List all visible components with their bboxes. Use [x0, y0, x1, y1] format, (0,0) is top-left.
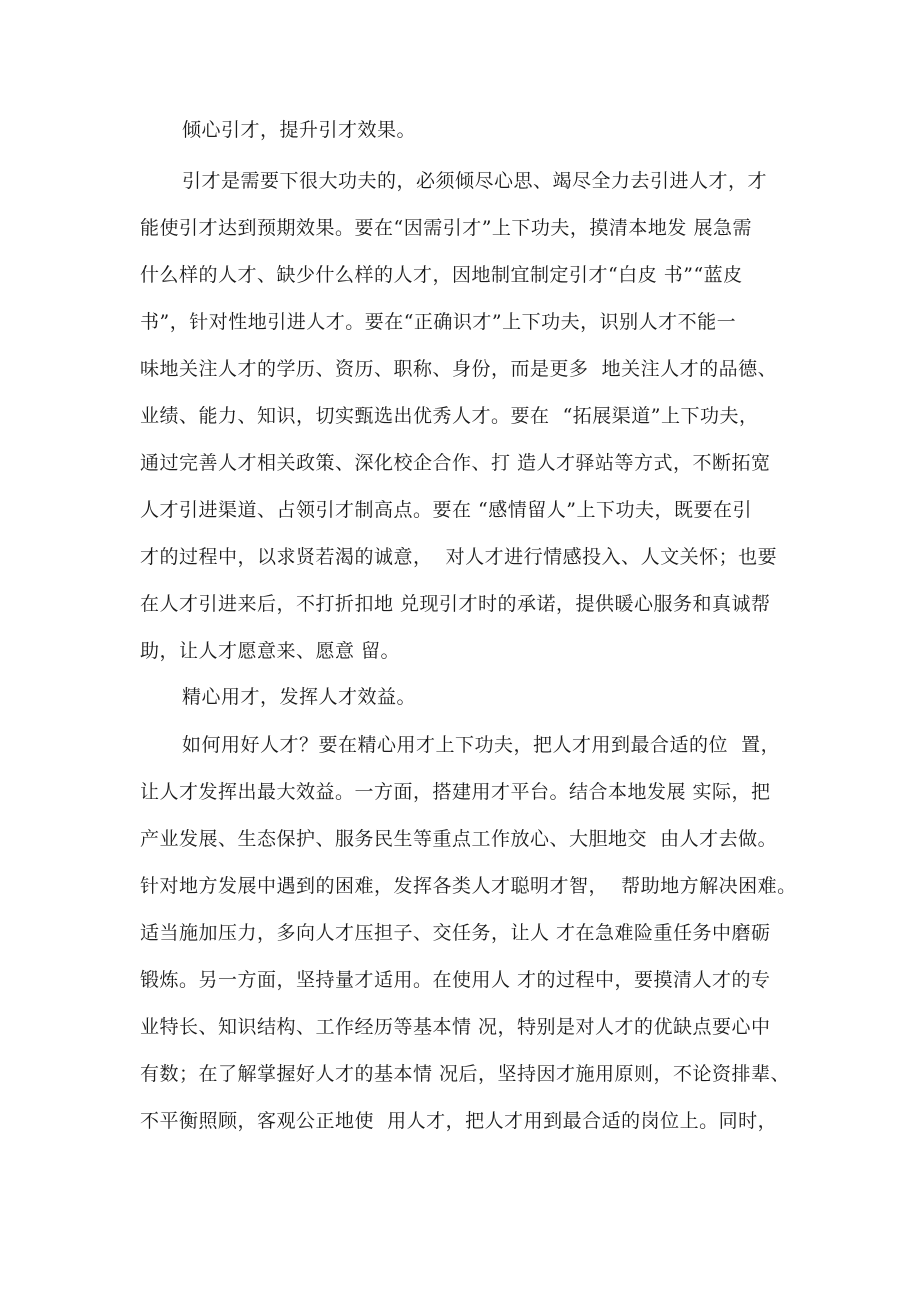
paragraph-line: 味地关注人才的学历、资历、职称、身份，而是更多 地关注人才的品德、	[140, 358, 778, 380]
paragraph-line: 有数；在了解掌握好人才的基本情 况后，坚持因才施用原则，不论资排辈、	[140, 1063, 791, 1085]
paragraph-line: 在人才引进来后，不打折扣地 兑现引才时的承诺，提供暖心服务和真诚帮	[140, 593, 771, 615]
paragraph-line: 业特长、知识结构、工作经历等基本情 况，特别是对人才的优缺点要心中	[140, 1016, 771, 1038]
paragraph-line: 通过完善人才相关政策、深化校企合作、打 造人才驿站等方式，不断拓宽	[140, 452, 771, 474]
paragraph-line: 什么样的人才、缺少什么样的人才，因地制宜制定引才“白皮 书”“蓝皮	[140, 264, 743, 286]
section-heading-talent-attraction: 倾心引才，提升引才效果。	[182, 119, 417, 141]
paragraph-line: 书”，针对性地引进人才。要在“正确识才”上下功夫，识别人才不能一	[140, 311, 737, 333]
paragraph-line: 能使引才达到预期效果。要在“因需引才”上下功夫，摸清本地发 展急需	[140, 217, 752, 239]
paragraph-line: 锻炼。另一方面，坚持量才适用。在使用人 才的过程中，要摸清人才的专	[140, 969, 771, 991]
paragraph-line: 适当施加压力，多向人才压担子、交任务，让人 才在急难险重任务中磨砺	[140, 922, 771, 944]
paragraph-line: 让人才发挥出最大效益。一方面，搭建用才平台。结合本地发展 实际，把	[140, 781, 771, 803]
paragraph-line: 不平衡照顾，客观公正地使 用人才，把人才用到最合适的岗位上。同时，	[140, 1110, 778, 1132]
paragraph-line: 才的过程中，以求贤若渴的诚意， 对人才进行情感投入、人文关怀；也要	[140, 546, 778, 568]
paragraph-line: 如何用好人才？要在精心用才上下功夫，把人才用到最合适的位 置，	[182, 734, 781, 756]
paragraph-line: 引才是需要下很大功夫的，必须倾尽心思、竭尽全力去引进人才，才	[182, 170, 768, 192]
section-heading-talent-use: 精心用才，发挥人才效益。	[182, 686, 417, 708]
paragraph-line: 人才引进渠道、占领引才制高点。要在 “感情留人”上下功夫，既要在引	[140, 499, 752, 521]
paragraph-line: 针对地方发展中遇到的困难，发挥各类人才聪明才智， 帮助地方解决困难。	[140, 875, 797, 897]
paragraph-line: 产业发展、生态保护、服务民生等重点工作放心、大胆地交 由人才去做。	[140, 828, 778, 850]
paragraph-line: 业绩、能力、知识，切实甄选出优秀人才。要在 “拓展渠道”上下功夫，	[140, 405, 759, 427]
paragraph-line: 助，让人才愿意来、愿意 留。	[140, 640, 401, 662]
